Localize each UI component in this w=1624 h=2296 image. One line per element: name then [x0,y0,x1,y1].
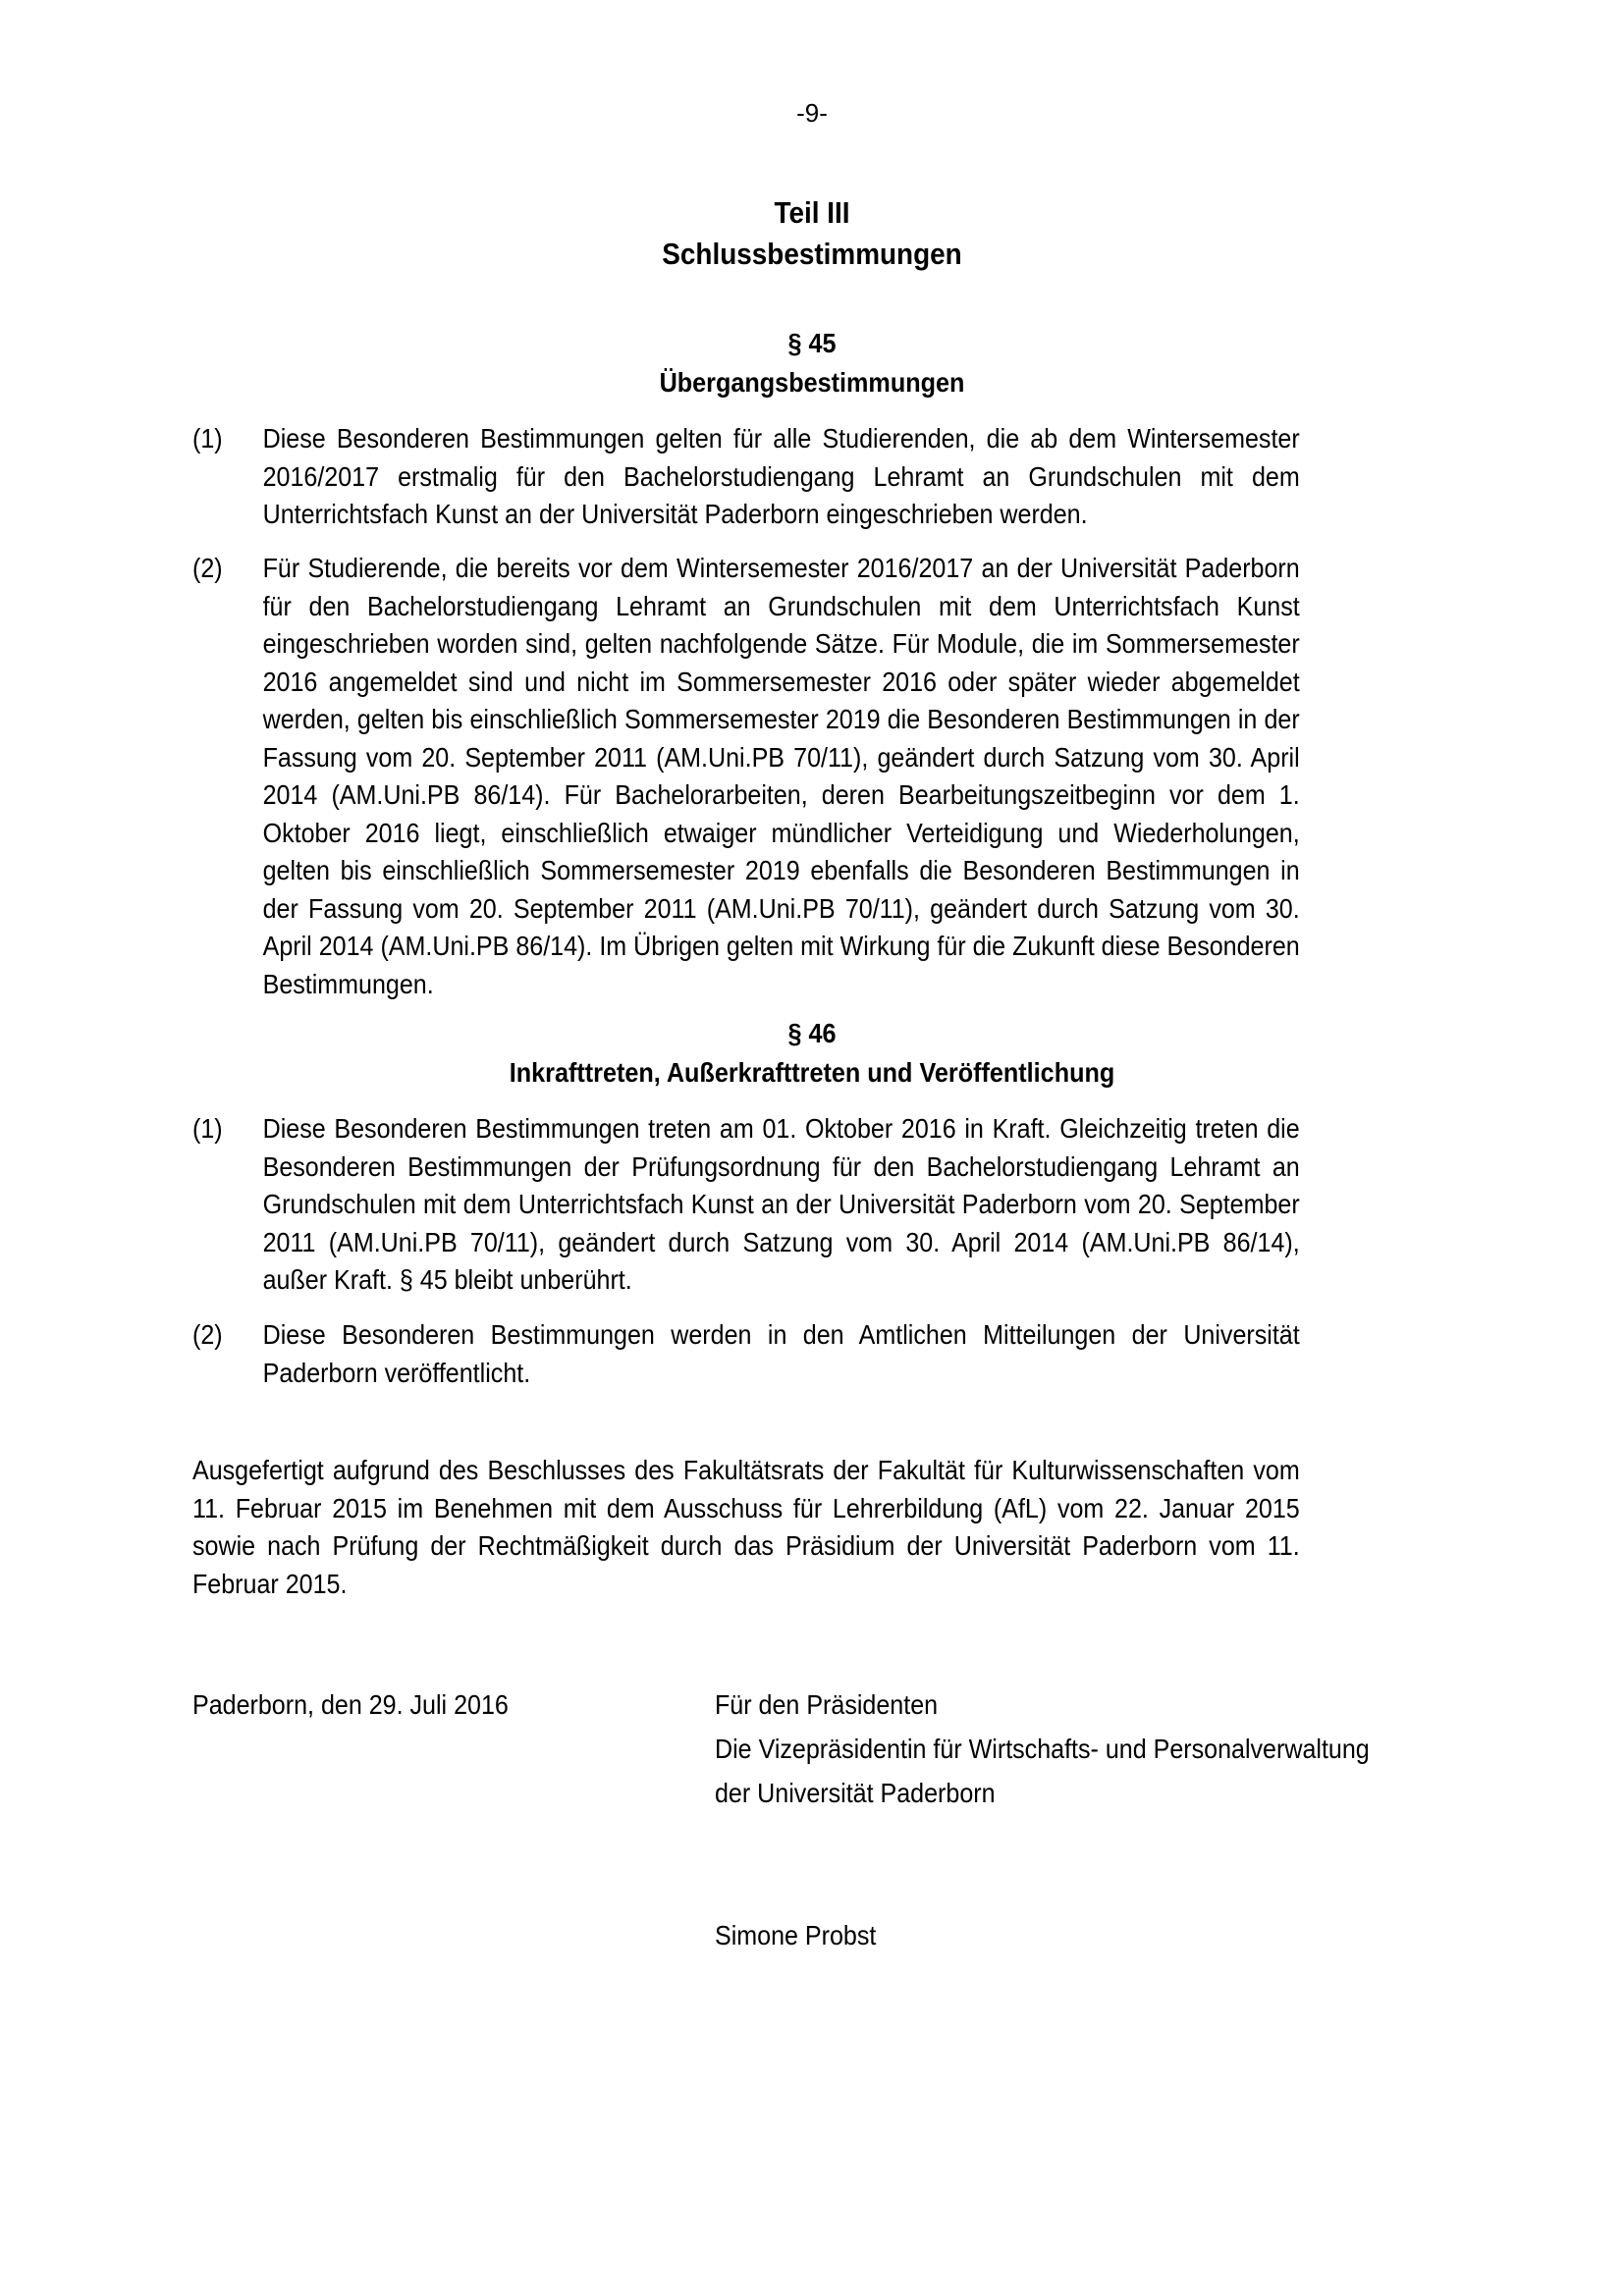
part-subtitle: Schlussbestimmungen [662,237,962,271]
section-heading-45 [81,324,1543,402]
paragraph-46-1 [192,1110,1300,1300]
section-number: § 45 [787,328,837,358]
paragraph-45-1 [192,420,1300,534]
paragraph-text: Diese Besonderen Bestimmungen gelten für alle Studierenden, die ab dem Wintersemester 2016/2017 erstmalig für den Bachelorstudiengang Lehramt an Grundschulen mit dem Unterrichtsfach Kunst an der Universität Paderborn eingeschrieben werden. [262,423,1300,529]
section-title: Übergangsbestimmungen [659,367,965,398]
paragraph-number: (2) [192,553,223,583]
paragraph-number: (1) [192,423,223,454]
signature-line-2: Die Vizepräsidentin für Wirtschafts- und Personalverwaltung [715,1734,1370,1764]
signature-line-1: Für den Präsidenten [715,1689,939,1720]
section-number: § 46 [787,1018,837,1048]
paragraph-number: (1) [192,1113,223,1144]
section-title: Inkrafttreten, Außerkrafttreten und Veröffentlichung [509,1057,1115,1088]
paragraph-number: (2) [192,1319,223,1350]
signature-line-3: der Universität Paderborn [715,1778,996,1808]
part-heading [81,192,1543,275]
signer-name: Simone Probst [715,1920,877,1950]
page-number: -9- [796,98,828,128]
paragraph-46-2 [192,1316,1300,1392]
place-date-text: Paderborn, den 29. Juli 2016 [192,1689,509,1720]
part-title: Teil III [774,195,850,230]
closing-statement: Ausgefertigt aufgrund des Beschlusses des Fakultätsrats der Fakultät für Kulturwissenschaften vom 11. Februar 2015 im Benehmen mit dem Ausschuss für Lehrerbildung (AfL) vom 22. Januar 2015 sowie nach Prüfung der Rechtmäßigkeit durch das Präsidium der Universität Paderborn vom 11. Februar 2015. [192,1455,1300,1599]
signature-block [715,1682,1370,1815]
place-date [192,1682,509,1727]
paragraph-text: Für Studierende, die bereits vor dem Wintersemester 2016/2017 an der Universität Paderborn für den Bachelorstudiengang Lehramt an Grundschulen mit dem Unterrichtsfach Kunst eingeschrieben worden sind, gelten nachfolgende Sätze. Für Module, die im Sommersemester 2016 angemeldet sind und nicht im Sommersemester 2016 oder später wieder abgemeldet werden, gelten bis einschließlich Sommersemester 2019 die Besonderen Bestimmungen in der Fassung vom 20. September 2011 (AM.Uni.PB 70/11), geändert durch Satzung vom 30. April 2014 (AM.Uni.PB 86/14). Für Bachelorarbeiten, deren Bearbeitungszeitbeginn vor dem 1. Oktober 2016 liegt, einschließlich etwaiger mündlicher Verteidigung und Wiederholungen, gelten bis einschließlich Sommersemester 2019 ebenfalls die Besonderen Bestimmungen in der Fassung vom 20. September 2011 (AM.Uni.PB 70/11), geändert durch Satzung vom 30. April 2014 (AM.Uni.PB 86/14). Im Übrigen gelten mit Wirkung für die Zukunft diese Besonderen Bestimmungen. [262,553,1300,999]
paragraph-text: Diese Besonderen Bestimmungen werden in den Amtlichen Mitteilungen der Universität Paderborn veröffentlicht. [262,1319,1300,1388]
paragraph-45-2 [192,550,1300,1003]
section-heading-46 [81,1014,1543,1093]
paragraph-text: Diese Besonderen Bestimmungen treten am 01. Oktober 2016 in Kraft. Gleichzeitig treten die Besonderen Bestimmungen der Prüfungsordnung für den Bachelorstudiengang Lehramt an Grundschulen mit dem Unterrichtsfach Kunst an der Universität Paderborn vom 20. September 2011 (AM.Uni.PB 70/11), geändert durch Satzung vom 30. April 2014 (AM.Uni.PB 86/14), außer Kraft. § 45 bleibt unberührt. [262,1113,1300,1295]
